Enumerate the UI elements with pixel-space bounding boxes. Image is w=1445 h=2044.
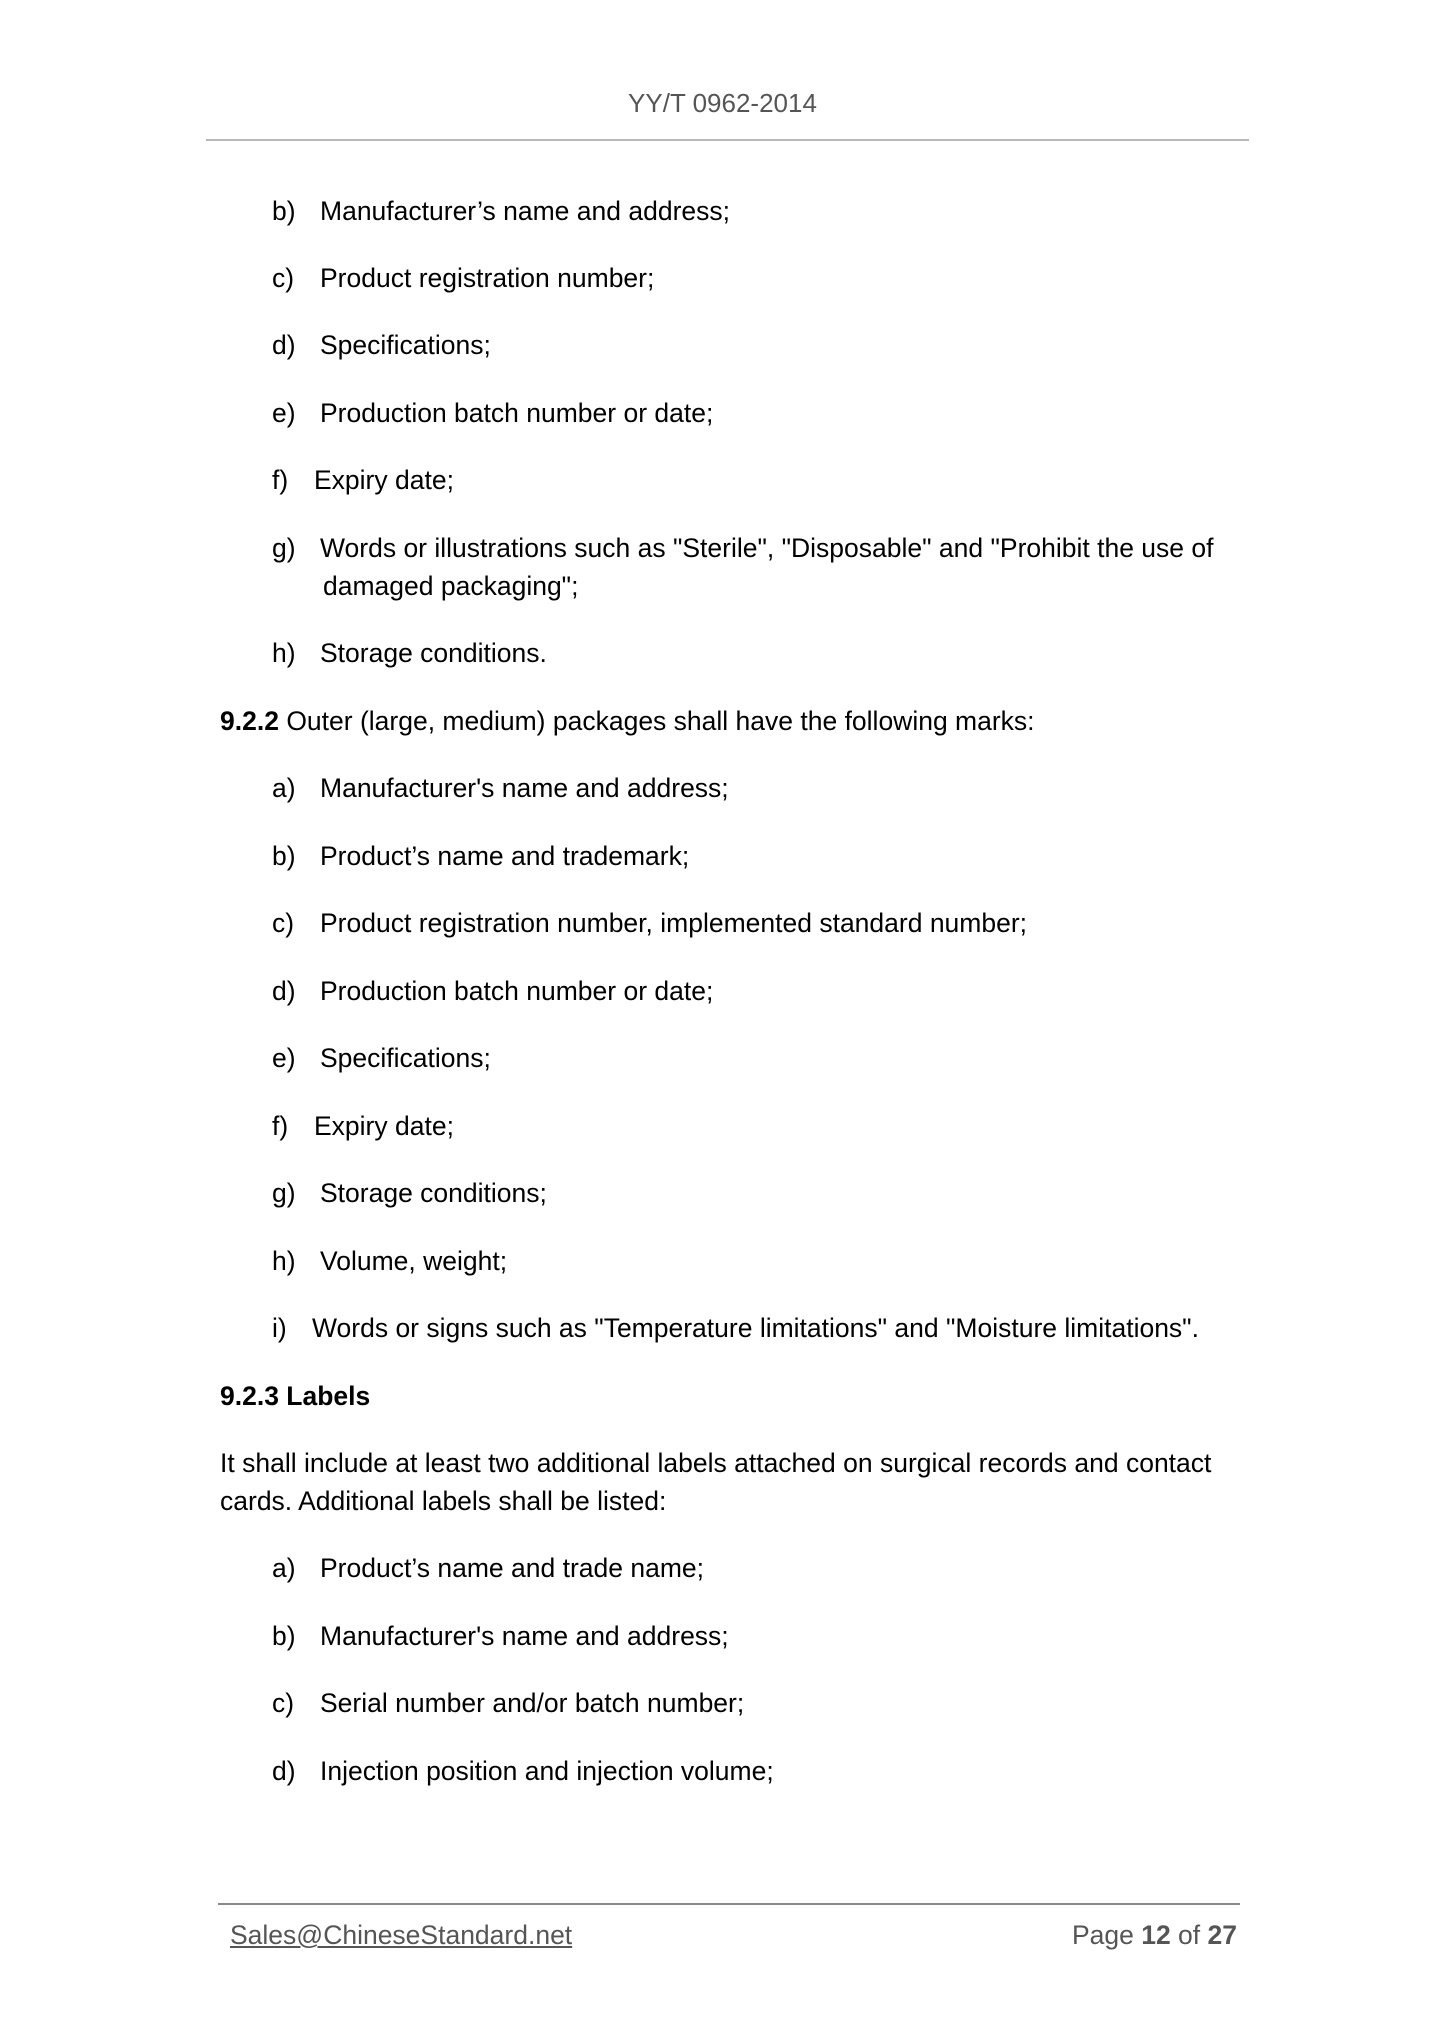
page-current: 12	[1141, 1920, 1171, 1950]
list-item-text: Words or signs such as "Temperature limitations" and "Moisture limitations".	[312, 1313, 1199, 1343]
list-item-label: f)	[272, 465, 289, 495]
list-item-label: d)	[272, 976, 296, 1006]
labels-paragraph: It shall include at least two additional labels attached on surgical records and contact cards. Additional labels shall be listed:	[220, 1448, 1212, 1516]
list-item	[272, 1752, 774, 1790]
list-item-label: i)	[272, 1313, 287, 1343]
list-item-label: b)	[272, 196, 296, 226]
list-item-label: g)	[272, 1178, 296, 1208]
list-item-label: c)	[272, 908, 295, 938]
list-item	[272, 837, 689, 875]
list-item-label: c)	[272, 263, 295, 293]
list-item-label: b)	[272, 841, 296, 871]
document-code-header: YY/T 0962-2014	[628, 88, 817, 118]
list-item-text: Serial number and/or batch number;	[320, 1688, 745, 1718]
section-heading-labels: 9.2.3 Labels	[220, 1381, 371, 1411]
list-item-text: Volume, weight;	[320, 1246, 508, 1276]
page-total: 27	[1207, 1920, 1237, 1950]
list-item-text: Manufacturer's name and address;	[320, 773, 729, 803]
page-number	[1072, 1920, 1237, 1951]
list-item-text: Expiry date;	[314, 1111, 454, 1141]
list-item	[272, 1174, 547, 1212]
list-item	[272, 461, 454, 499]
list-item-text: Production batch number or date;	[320, 976, 714, 1006]
list-item-label: d)	[272, 330, 296, 360]
sales-email-link[interactable]: Sales@ChineseStandard.net	[230, 1920, 573, 1950]
list-item-text-line: damaged packaging";	[323, 571, 579, 601]
header-divider	[206, 139, 1249, 141]
page-prefix: Page	[1071, 1920, 1142, 1950]
list-item-label: e)	[272, 398, 296, 428]
list-item-label: h)	[272, 1246, 296, 1276]
list-item	[272, 1617, 729, 1655]
list-item-text: Manufacturer's name and address;	[320, 1621, 729, 1651]
list-item	[272, 192, 730, 230]
list-item-text: Storage conditions.	[320, 638, 547, 668]
list-item	[272, 1309, 1199, 1347]
list-item-label: a)	[272, 773, 296, 803]
list-item-label: b)	[272, 1621, 296, 1651]
list-item-text: Production batch number or date;	[320, 398, 714, 428]
list-item	[272, 1549, 704, 1587]
page-of: of	[1170, 1920, 1208, 1950]
clause-9-2-2	[220, 702, 1035, 740]
list-item-text: Expiry date;	[314, 465, 454, 495]
list-item-label: g)	[272, 533, 296, 563]
list-item	[272, 1039, 491, 1077]
list-item-label: d)	[272, 1756, 296, 1786]
list-item-text-line: Words or illustrations such as "Sterile", "Disposable" and "Prohibit the use of	[320, 533, 1214, 563]
list-item-text: Specifications;	[320, 1043, 491, 1073]
list-item-text: Specifications;	[320, 330, 491, 360]
list-item-label: f)	[272, 1111, 289, 1141]
list-item-label: c)	[272, 1688, 295, 1718]
list-item-text: Product’s name and trade name;	[320, 1553, 704, 1583]
clause-text: Outer (large, medium) packages shall have the following marks:	[278, 706, 1035, 736]
list-item	[272, 1107, 454, 1145]
list-item	[272, 634, 547, 672]
list-item-text	[320, 529, 1214, 605]
list-item	[272, 326, 491, 364]
footer-divider	[218, 1903, 1240, 1905]
list-item-text: Storage conditions;	[320, 1178, 547, 1208]
list-item-text: Manufacturer’s name and address;	[320, 196, 730, 226]
list-item	[272, 529, 1214, 605]
list-item	[272, 394, 713, 432]
list-item	[272, 769, 729, 807]
clause-number: 9.2.2	[220, 706, 279, 736]
list-item-label: a)	[272, 1553, 296, 1583]
list-item-text: Product registration number, implemented standard number;	[320, 908, 1028, 938]
list-item	[272, 1242, 507, 1280]
list-item-label: e)	[272, 1043, 296, 1073]
list-item-text: Product registration number;	[320, 263, 655, 293]
list-item-text: Product’s name and trademark;	[320, 841, 690, 871]
list-item-label: h)	[272, 638, 296, 668]
list-item	[272, 972, 713, 1010]
list-item	[272, 1684, 744, 1722]
list-item	[272, 259, 654, 297]
list-item	[272, 904, 1027, 942]
list-item-text: Injection position and injection volume;	[320, 1756, 774, 1786]
